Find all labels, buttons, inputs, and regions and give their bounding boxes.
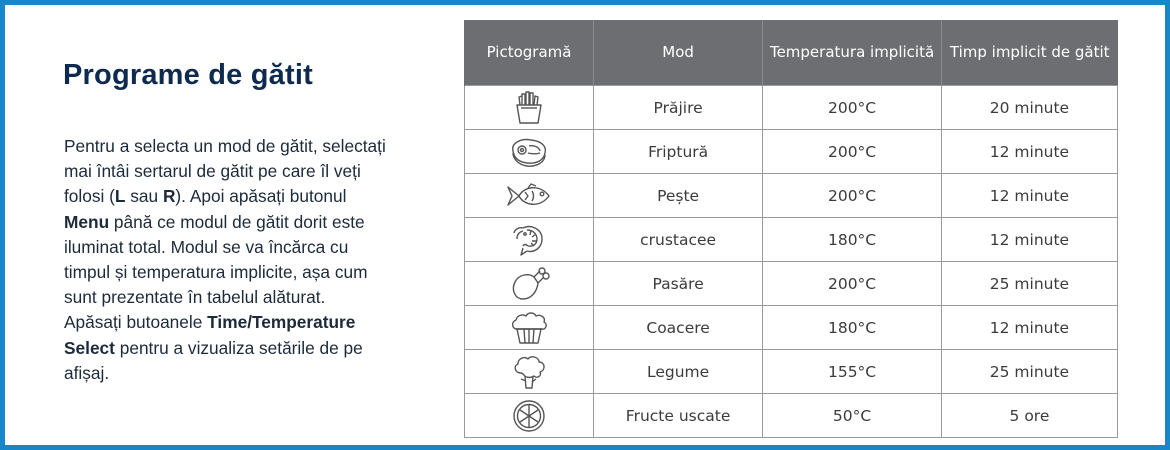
pictogram-cell — [465, 394, 594, 438]
pictogram-cell — [465, 218, 594, 262]
desc-part-5: pentru a vizualiza setările de pe afișaj. — [64, 337, 363, 383]
temperature-cell: 200°C — [763, 262, 942, 306]
time-cell: 12 minute — [941, 306, 1117, 350]
page-title: Programe de gătit — [63, 59, 313, 91]
instructions-text — [64, 134, 386, 386]
time-cell: 5 ore — [941, 394, 1117, 438]
pictogram-cell — [465, 174, 594, 218]
broccoli-icon — [509, 353, 549, 391]
table-header-row — [465, 20, 1118, 86]
desc-part-3: ). Apoi apăsați butonul — [175, 186, 347, 207]
time-cell: 25 minute — [941, 262, 1117, 306]
temperature-cell: 200°C — [763, 86, 942, 130]
citrus-slice-icon — [511, 398, 547, 434]
mode-cell: Coacere — [594, 306, 763, 350]
fries-icon — [509, 90, 549, 126]
pictogram-cell — [465, 350, 594, 394]
key-l: L — [114, 186, 126, 207]
pictogram-cell — [465, 86, 594, 130]
temperature-cell: 50°C — [763, 394, 942, 438]
key-time-temp-select: Time/Temperature Select — [64, 312, 356, 358]
temperature-cell: 155°C — [763, 350, 942, 394]
table-row — [465, 306, 1118, 350]
mode-cell: Fructe uscate — [594, 394, 763, 438]
header-temperature: Temperatura implicită — [763, 20, 942, 86]
mode-cell: Legume — [594, 350, 763, 394]
desc-part-1: Pentru a selecta un mod de gătit, selectați mai întâi sertarul de gătit pe care îl veți folosi ( — [64, 136, 386, 207]
temperature-cell: 200°C — [763, 130, 942, 174]
pictogram-cell — [465, 130, 594, 174]
steak-icon — [507, 135, 551, 169]
table-row — [465, 174, 1118, 218]
pictogram-cell — [465, 306, 594, 350]
mode-cell: Prăjire — [594, 86, 763, 130]
table-row — [465, 394, 1118, 438]
chicken-leg-icon — [507, 265, 551, 303]
mode-cell: Pește — [594, 174, 763, 218]
key-r: R — [162, 186, 176, 207]
time-cell: 12 minute — [941, 174, 1117, 218]
temperature-cell: 180°C — [763, 218, 942, 262]
cooking-programs-table — [464, 20, 1118, 438]
mode-cell: Pasăre — [594, 262, 763, 306]
key-menu: Menu — [64, 211, 110, 232]
header-time: Timp implicit de gătit — [941, 20, 1117, 86]
mode-cell: crustacee — [594, 218, 763, 262]
table-row — [465, 218, 1118, 262]
desc-part-4: până ce modul de gătit dorit este iluminat total. Modul se va încărca cu timpul și temperatura implicite, așa cum sunt prezentate în tabelul alăturat. Apăsați butoanele — [64, 211, 368, 333]
time-cell: 20 minute — [941, 86, 1117, 130]
temperature-cell: 180°C — [763, 306, 942, 350]
fish-icon — [504, 180, 554, 212]
pictogram-cell — [465, 262, 594, 306]
shrimp-icon — [509, 222, 549, 258]
muffin-icon — [508, 310, 550, 346]
time-cell: 25 minute — [941, 350, 1117, 394]
header-pictogram: Pictogramă — [465, 20, 594, 86]
table-row — [465, 130, 1118, 174]
time-cell: 12 minute — [941, 218, 1117, 262]
table-row — [465, 262, 1118, 306]
table-row — [465, 86, 1118, 130]
time-cell: 12 minute — [941, 130, 1117, 174]
mode-cell: Friptură — [594, 130, 763, 174]
header-mode: Mod — [594, 20, 763, 86]
desc-part-2: sau — [125, 186, 163, 207]
temperature-cell: 200°C — [763, 174, 942, 218]
table-row — [465, 350, 1118, 394]
